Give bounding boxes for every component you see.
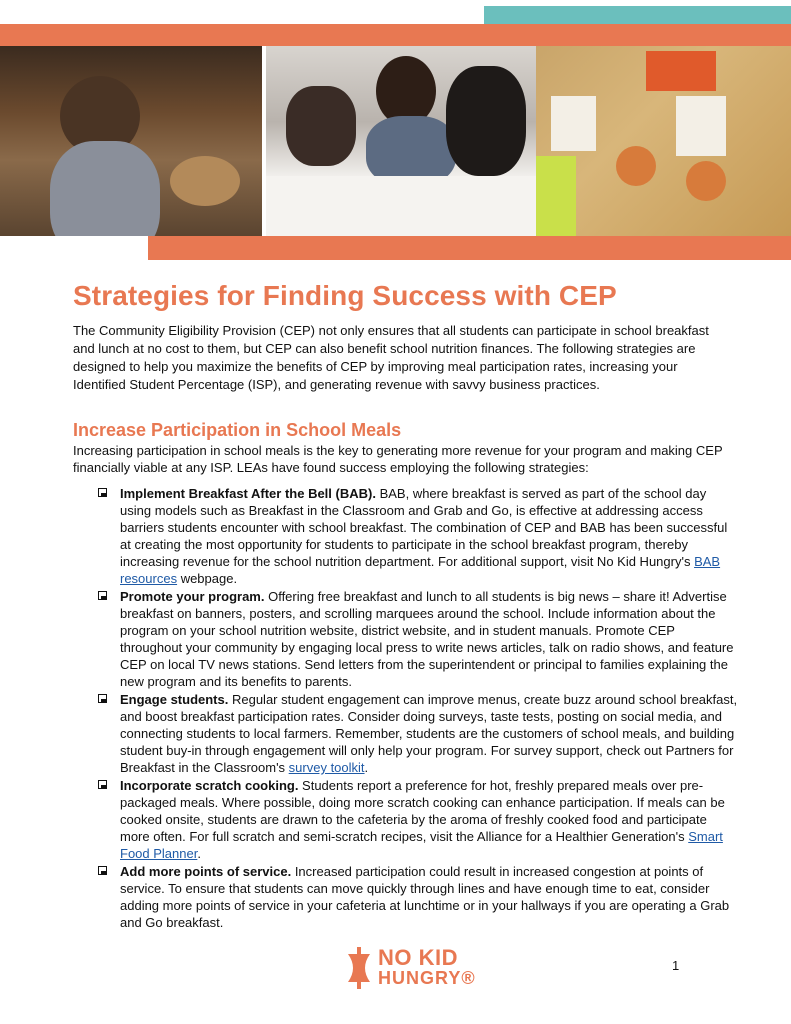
page-number: 1	[672, 958, 680, 973]
orange-banner-stripe-bottom	[148, 236, 791, 260]
apple-core-icon	[345, 947, 373, 989]
strategy-title: Promote your program.	[120, 589, 265, 604]
logo-text-line1: NO KID	[378, 945, 458, 970]
no-kid-hungry-logo	[345, 947, 476, 989]
header-photo-strip	[0, 46, 791, 236]
photo-breakfast-trays	[536, 46, 791, 236]
checkbox-bullet-icon	[98, 488, 107, 497]
strategy-body-end: .	[197, 846, 201, 861]
orange-banner-stripe-top	[0, 24, 791, 46]
bab-resources-link[interactable]: BAB resources	[120, 554, 721, 586]
section-heading: Increase Participation in School Meals	[73, 420, 402, 440]
strategy-item-scratch-cooking	[98, 777, 738, 862]
checkbox-bullet-icon	[98, 694, 107, 703]
strategy-body-end: .	[364, 760, 369, 775]
section-lead-paragraph: Increasing participation in school meals is the key to generating more revenue for your program and making CEP financially viable at any ISP. LEAs have found success employing the following strategies:	[73, 443, 723, 475]
page-title: Strategies for Finding Success with CEP	[73, 280, 617, 311]
photo-students-eating	[266, 46, 536, 236]
strategy-item-points-of-service	[98, 863, 738, 931]
strategy-body: Regular student engagement can improve menus, create buzz around school breakfast, and boost breakfast participation rates. Consider doing surveys, taste tests, posting on social media, and connecting students to local farmers. Remember, students are the customers of school meals, and building student buy-in through engagement will only help your program. For survey support, check out Partners for Breakfast in the Classroom's	[120, 692, 738, 775]
smart-food-planner-link[interactable]: Smart Food Planner	[120, 829, 723, 861]
strategy-body: Offering free breakfast and lunch to all students is big news – share it! Advertise breakfast on banners, posters, and scrolling marquees around the school. Include information about the program on your school nutrition website, district website, and in student manuals. Promote CEP throughout your community by engaging local press to write news articles, talk on radio shows, and feature CEP on local TV news stations. Send letters from the superintendent or principal to families explaining the new program and its benefits to parents.	[120, 589, 734, 689]
strategy-item-promote	[98, 588, 738, 690]
strategy-item-engage	[98, 691, 738, 776]
strategy-title: Implement Breakfast After the Bell (BAB).	[120, 486, 376, 501]
survey-toolkit-link[interactable]: survey toolkit	[288, 760, 365, 775]
intro-paragraph: The Community Eligibility Provision (CEP) not only ensures that all students can participate in school breakfast and lunch at no cost to them, but CEP can also benefit school nutrition finances. The following strategies are designed to help you maximize the benefits of CEP by improving meal participation rates, increasing your Identified Student Percentage (ISP), and generating revenue with savvy business practices.	[73, 323, 709, 392]
checkbox-bullet-icon	[98, 591, 107, 600]
checkbox-bullet-icon	[98, 780, 107, 789]
strategy-list	[98, 485, 738, 932]
checkbox-bullet-icon	[98, 866, 107, 875]
logo-text-line2: HUNGRY®	[378, 968, 476, 988]
strategy-title: Incorporate scratch cooking.	[120, 778, 299, 793]
strategy-body: Students report a preference for hot, freshly prepared meals over pre-packaged meals. Where possible, doing more scratch cooking can enhance participation. If meals can be cooked onsite, students are drawn to the cafeteria by the aroma of freshly cooked food and participate more often. For full scratch and semi-scratch recipes, visit the Alliance for a Healthier Generation's	[120, 778, 725, 844]
strategy-title: Add more points of service.	[120, 864, 292, 879]
strategy-body-end: webpage.	[177, 571, 238, 586]
strategy-body: Increased participation could result in increased congestion at points of service. To ensure that students can move quickly through lines and have enough time to eat, consider adding more points of service in your cafeteria at lunchtime or in your hallways if you are operating a Grab and Go breakfast.	[120, 864, 730, 930]
strategy-body: BAB, where breakfast is served as part of the school day using models such as Breakfast in the Classroom and Grab and Go, is effective at addressing access barriers students encounter with school breakfast. The combination of CEP and BAB has been successful at creating the most opportunity for students to participate in the school breakfast program, thereby increasing revenue for the school nutrition department. For additional support, visit No Kid Hungry's	[120, 486, 728, 569]
strategy-item-bab	[98, 485, 738, 587]
strategy-title: Engage students.	[120, 692, 229, 707]
photo-cafeteria-staff	[0, 46, 262, 236]
